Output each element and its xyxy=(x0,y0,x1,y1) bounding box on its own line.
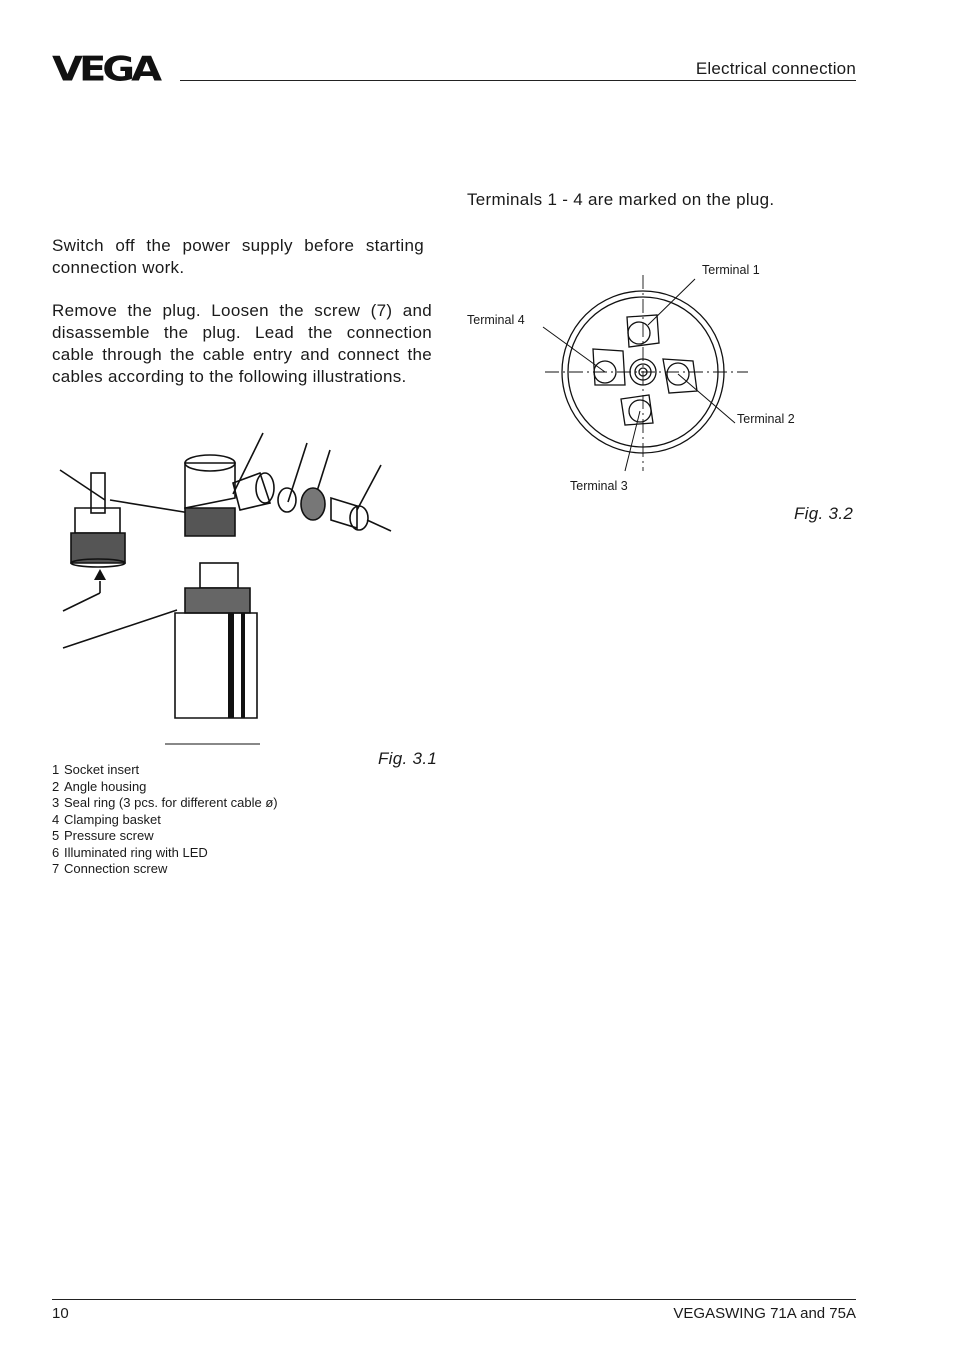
plug-terminal-diagram xyxy=(545,275,750,475)
figure-3-2-caption: Fig. 3.2 xyxy=(794,504,854,523)
legend-item: 1 Socket insert xyxy=(52,762,140,777)
power-off-paragraph: Switch off the power supply before starting connection work. xyxy=(52,236,424,277)
document-name: VEGASWING 71A and 75A xyxy=(673,1305,856,1322)
header-rule xyxy=(180,80,856,81)
vega-logo xyxy=(52,49,172,89)
figure-3-1-caption: Fig. 3.1 xyxy=(378,749,438,768)
terminal-4-label: Terminal 4 xyxy=(467,313,525,327)
terminal-2-label: Terminal 2 xyxy=(737,412,795,426)
section-title: Electrical connection xyxy=(695,59,856,78)
legend-item: 7 Connection screw xyxy=(52,861,168,876)
legend-item: 2 Angle housing xyxy=(52,778,147,794)
plug-exploded-drawing xyxy=(55,428,395,748)
terminal-3-label: Terminal 3 xyxy=(570,479,628,493)
legend-item: 4 Clamping basket xyxy=(52,811,161,827)
legend-item: 6 Illuminated ring with LED xyxy=(52,844,208,860)
page-number: 10 xyxy=(52,1305,69,1322)
svg-text:VEGA: VEGA xyxy=(52,49,159,89)
terminals-paragraph: Terminals 1 - 4 are marked on the plug. xyxy=(467,190,775,209)
legend-item: 5 Pressure screw xyxy=(52,828,154,843)
legend-item: 3 Seal ring (3 pcs. for different cable ø) xyxy=(52,795,278,810)
figure-3-1-legend xyxy=(52,762,278,878)
terminal-1-label: Terminal 1 xyxy=(702,263,760,277)
footer-rule xyxy=(52,1299,856,1300)
plug-instructions-paragraph: Remove the plug. Loosen the screw (7) and disassemble the plug. Lead the connection cable through the cable entry and connect the cables according to the following illustrations. xyxy=(52,301,432,386)
